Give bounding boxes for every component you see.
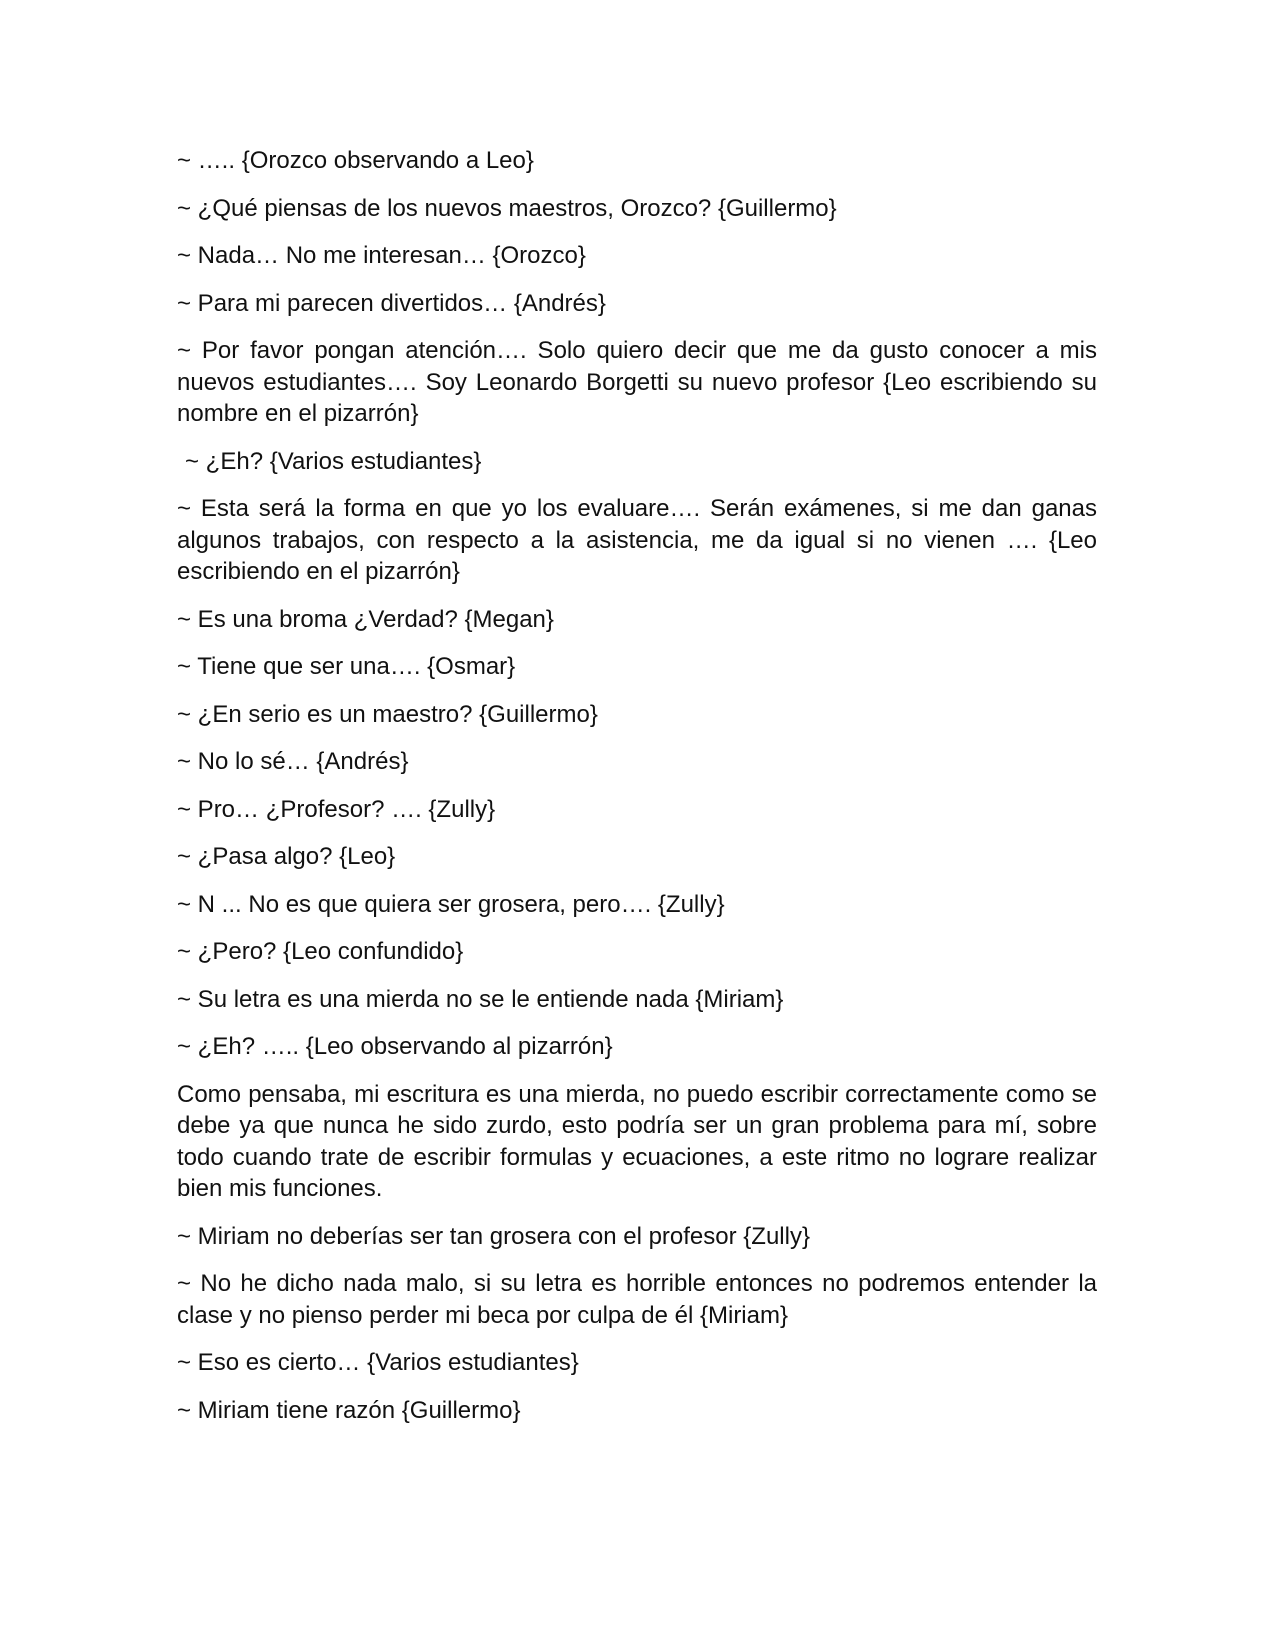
dialogue-line: ~ Nada… No me interesan… {Orozco} [177,242,586,269]
dialogue-line: ~ Tiene que ser una…. {Osmar} [177,653,516,680]
dialogue-line: ~ ¿Eh? {Varios estudiantes} [185,447,482,475]
dialogue-line: ~ ¿Eh? ….. {Leo observando al pizarrón} [177,1033,613,1060]
dialogue-line: ~ Pro… ¿Profesor? …. {Zully} [177,795,496,823]
dialogue-line: ~ ….. {Orozco observando a Leo} [177,147,534,174]
narration-paragraph: Como pensaba, mi escritura es una mierda, no puedo escribir correctamente como se debe ya que nunca he sido zurdo, esto podría ser un gran problema para mí, sobre todo cuando trate de escribir formulas y ecuaciones, a este ritmo no lograre realizar bien mis funciones. [177,1080,1097,1202]
dialogue-line: ~ Su letra es una mierda no se le entiende nada {Miriam} [177,985,784,1013]
dialogue-line: ~ N ... No es que quiera ser grosera, pero…. {Zully} [177,890,725,918]
dialogue-line: ~ No he dicho nada malo, si su letra es horrible entonces no podremos entender la clase y no pienso perder mi beca por culpa de él {Miriam} [177,1270,1097,1329]
dialogue-line: ~ ¿En serio es un maestro? {Guillermo} [177,700,598,728]
dialogue-line: ~ ¿Qué piensas de los nuevos maestros, Orozco? {Guillermo} [177,194,837,222]
dialogue-line: ~ Esta será la forma en que yo los evaluare…. Serán exámenes, si me dan ganas algunos trabajos, con respecto a la asistencia, me da igual si no vienen …. {Leo escribiendo en el pizarrón} [177,495,1097,585]
dialogue-line: ~ Miriam no deberías ser tan grosera con el profesor {Zully} [177,1222,810,1250]
dialogue-line: ~ ¿Pasa algo? {Leo} [177,843,396,870]
document-body [177,145,1097,1442]
dialogue-line: ~ Es una broma ¿Verdad? {Megan} [177,605,554,633]
dialogue-line: ~ ¿Pero? {Leo confundido} [177,938,464,965]
dialogue-line: ~ Por favor pongan atención…. Solo quiero decir que me da gusto conocer a mis nuevos estudiantes…. Soy Leonardo Borgetti su nuevo profesor {Leo escribiendo su nombre en el pizarrón} [177,337,1097,427]
dialogue-line: ~ Eso es cierto… {Varios estudiantes} [177,1349,579,1376]
dialogue-line: ~ Para mi parecen divertidos… {Andrés} [177,289,606,317]
dialogue-line: ~ Miriam tiene razón {Guillermo} [177,1396,521,1424]
dialogue-line: ~ No lo sé… {Andrés} [177,748,409,775]
